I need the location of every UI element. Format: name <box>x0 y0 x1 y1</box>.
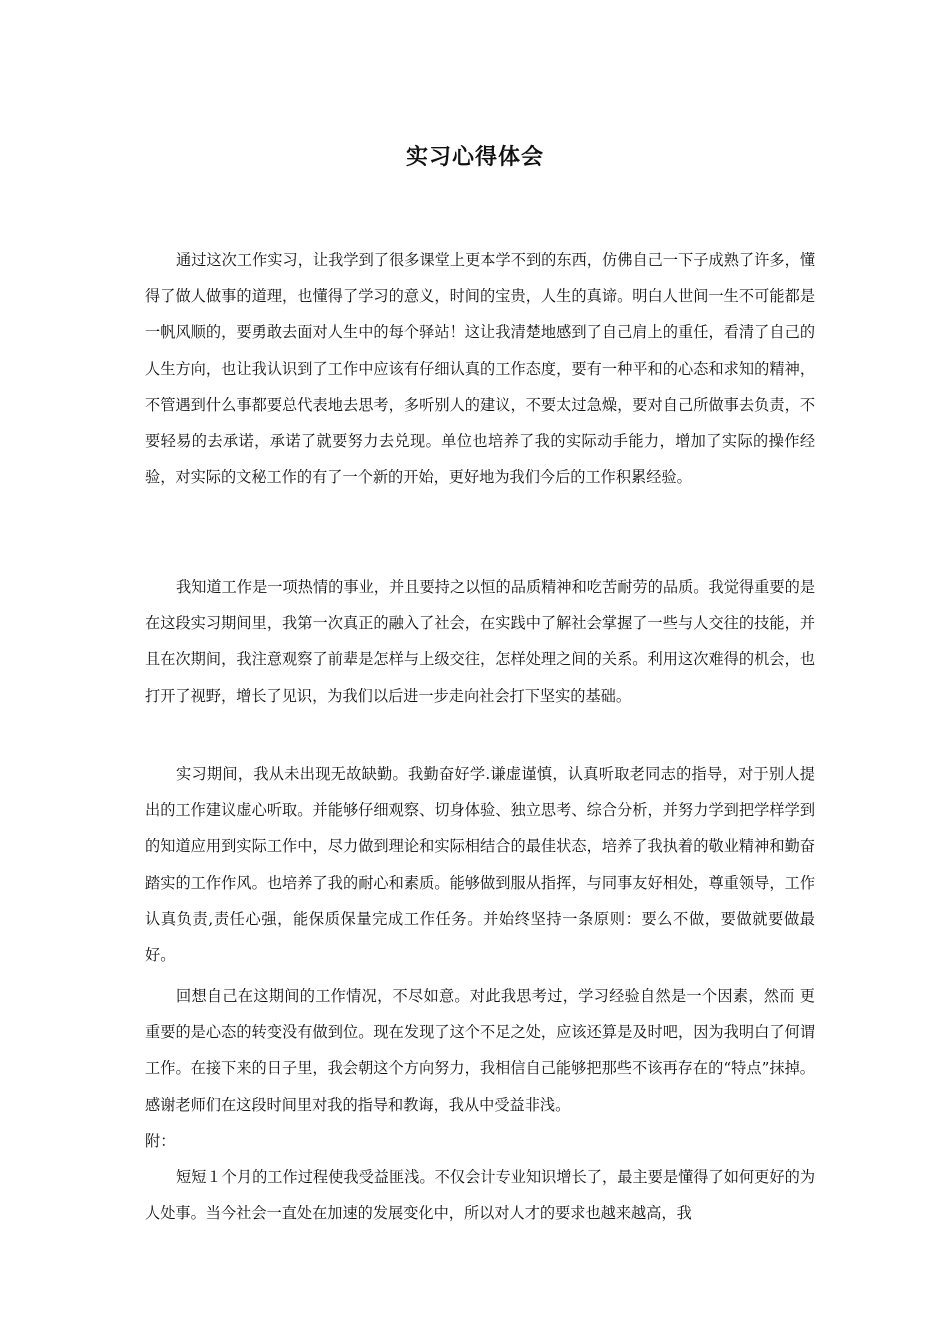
paragraph-internship-gains: 通过这次工作实习，让我学到了很多课堂上更本学不到的东西，仿佛自己一下子成熟了许多，懂得了做人做事的道理，也懂得了学习的意义，时间的宝贵，人生的真谛。明白人世间一生不可能都是一帆风顺的，要勇敢去面对人生中的每个驿站！这让我清楚地感到了自己肩上的重任，看清了自己的人生方向，也让我认识到了工作中应该有仔细认真的工作态度，要有一种平和的心态和求知的精神，不管遇到什么事都要总代表地去思考，多听别人的建议，不要太过急燥，要对自己所做事去负责，不要轻易的去承诺，承诺了就要努力去兑现。单位也培养了我的实际动手能力，增加了实际的操作经验，对实际的文秘工作的有了一个新的开始，更好地为我们今后的工作积累经验。 <box>145 251 815 487</box>
paragraph-attendance-attitude: 实习期间，我从未出现无故缺勤。我勤奋好学.谦虚谨慎，认真听取老同志的指导，对于别人提出的工作建议虚心听取。并能够仔细观察、切身体验、独立思考、综合分析，并努力学到把学样学到的知道应用到实际工作中，尽力做到理论和实际相结合的最佳状态，培养了我执着的敬业精神和勤奋踏实的工作作风。也培养了我的耐心和素质。能够做到服从指挥，与同事友好相处，尊重领导，工作认真负责,责任心强，能保质保量完成工作任务。并始终坚持一条原则：要么不做，要做就要做最好。 <box>145 765 815 965</box>
paragraph-work-passion: 我知道工作是一项热情的事业，并且要持之以恒的品质精神和吃苦耐劳的品质。我觉得重要的是在这段实习期间里，我第一次真正的融入了社会，在实践中了解社会掌握了一些与人交往的技能，并且在次期间，我注意观察了前辈是怎样与上级交往，怎样处理之间的关系。利用这次难得的机会，也打开了视野，增长了见识，为我们以后进一步走向社会打下坚实的基础。 <box>145 578 815 705</box>
appendix-label: 附： <box>145 1132 176 1150</box>
paragraph-reflection: 回想自己在这期间的工作情况，不尽如意。对此我思考过，学习经验自然是一个因素，然而 更重要的是心态的转变没有做到位。现在发现了这个不足之处，应该还算是及时吧，因为我明白了何谓工作。在接下来的日子里，我会朝这个方向努力，我相信自己能够把那些不该再存在的“特点”抹掉。感谢老师们在这段时间里对我的指导和教诲，我从中受益非浅。 <box>145 987 815 1114</box>
document-title: 实习心得体会 <box>405 143 544 170</box>
paragraph-appendix-text: 短短１个月的工作过程使我受益匪浅。不仅会计专业知识增长了，最主要是懂得了如何更好的为人处事。当今社会一直处在加速的发展变化中，所以对人才的要求也越来越高，我 <box>145 1168 815 1223</box>
